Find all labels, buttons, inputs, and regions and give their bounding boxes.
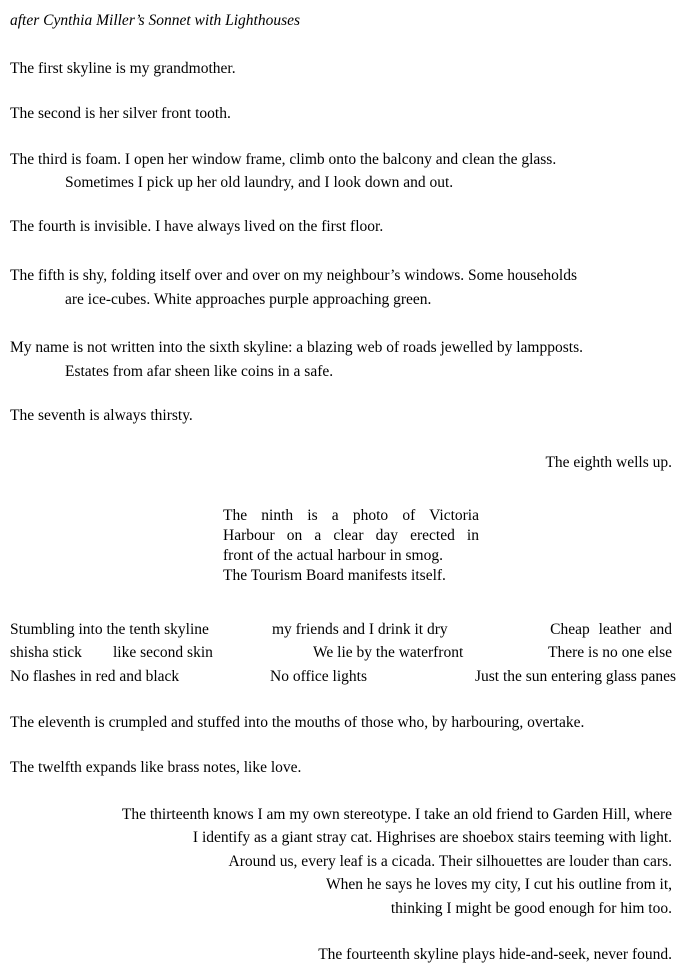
tenth-l3-seg-a: No flashes in red and black bbox=[10, 667, 180, 685]
epigraph: after Cynthia Miller’s Sonnet with Lighthouses bbox=[10, 12, 301, 29]
stanza-third-line-2: Sometimes I pick up her old laundry, and I look down and out. bbox=[65, 174, 454, 191]
tenth-l1-seg-a: Stumbling into the tenth skyline bbox=[10, 620, 209, 638]
stanza-thirteenth-line-3: Around us, every leaf is a cicada. Their silhouettes are louder than cars. bbox=[228, 852, 672, 870]
stanza-tenth bbox=[0, 618, 682, 689]
tenth-l2-seg-d: There is no one else bbox=[548, 644, 672, 661]
stanza-thirteenth-line-5: thinking I might be good enough for him too. bbox=[390, 899, 672, 917]
stanza-first: The first skyline is my grandmother. bbox=[10, 60, 236, 77]
stanza-ninth-line-1: The ninth is a photo of Victoria bbox=[223, 506, 479, 524]
stanza-fifth-line-1: The fifth is shy, folding itself over and over on my neighbour’s windows. Some households bbox=[10, 267, 577, 284]
tenth-l2-seg-b: like second skin bbox=[113, 644, 213, 661]
stanza-ninth-line-4: The Tourism Board manifests itself. bbox=[223, 566, 446, 584]
stanza-twelfth: The twelfth expands like brass notes, like love. bbox=[10, 759, 302, 776]
stanza-third-line-1: The third is foam. I open her window frame, climb onto the balcony and clean the glass. bbox=[10, 150, 557, 168]
stanza-tenth-line-2 bbox=[0, 641, 682, 665]
stanza-sixth bbox=[10, 336, 672, 383]
tenth-l2-seg-a: shisha stick bbox=[10, 644, 82, 661]
stanza-eighth: The eighth wells up. bbox=[545, 454, 672, 471]
stanza-ninth-line-2: Harbour on a clear day erected in bbox=[223, 526, 479, 544]
tenth-l3-seg-c: Just the sun entering glass panes bbox=[474, 667, 676, 685]
stanza-ninth bbox=[223, 506, 479, 586]
stanza-thirteenth-line-4: When he says he loves my city, I cut his outline from it, bbox=[326, 876, 672, 894]
stanza-fifth bbox=[10, 264, 672, 311]
stanza-sixth-line-1: My name is not written into the sixth skyline: a blazing web of roads jewelled by lampposts. bbox=[10, 339, 583, 356]
stanza-ninth-line-3: front of the actual harbour in smog. bbox=[223, 546, 443, 564]
stanza-thirteenth-line-1: The thirteenth knows I am my own stereotype. I take an old friend to Garden Hill, where bbox=[121, 805, 672, 823]
stanza-thirteenth bbox=[122, 803, 672, 921]
stanza-fifth-line-2: are ice-cubes. White approaches purple approaching green. bbox=[65, 290, 432, 308]
stanza-tenth-line-3 bbox=[0, 665, 682, 689]
stanza-fourteenth: The fourteenth skyline plays hide-and-seek, never found. bbox=[318, 945, 672, 963]
stanza-fourth: The fourth is invisible. I have always lived on the first floor. bbox=[10, 218, 384, 235]
tenth-l3-seg-b: No office lights bbox=[270, 667, 368, 685]
tenth-l1-seg-c: Cheap leather and bbox=[550, 620, 672, 638]
stanza-seventh: The seventh is always thirsty. bbox=[10, 407, 193, 424]
stanza-eleventh: The eleventh is crumpled and stuffed into the mouths of those who, by harbouring, overtake. bbox=[10, 714, 585, 731]
stanza-second: The second is her silver front tooth. bbox=[10, 105, 231, 122]
stanza-thirteenth-line-2: I identify as a giant stray cat. Highrises are shoebox stairs teeming with light. bbox=[192, 829, 672, 847]
stanza-sixth-line-2: Estates from afar sheen like coins in a safe. bbox=[65, 362, 334, 380]
stanza-tenth-line-1 bbox=[0, 618, 682, 642]
stanza-third bbox=[10, 148, 672, 195]
tenth-l1-seg-b: my friends and I drink it dry bbox=[272, 620, 448, 638]
tenth-l2-seg-c: We lie by the waterfront bbox=[313, 644, 464, 661]
